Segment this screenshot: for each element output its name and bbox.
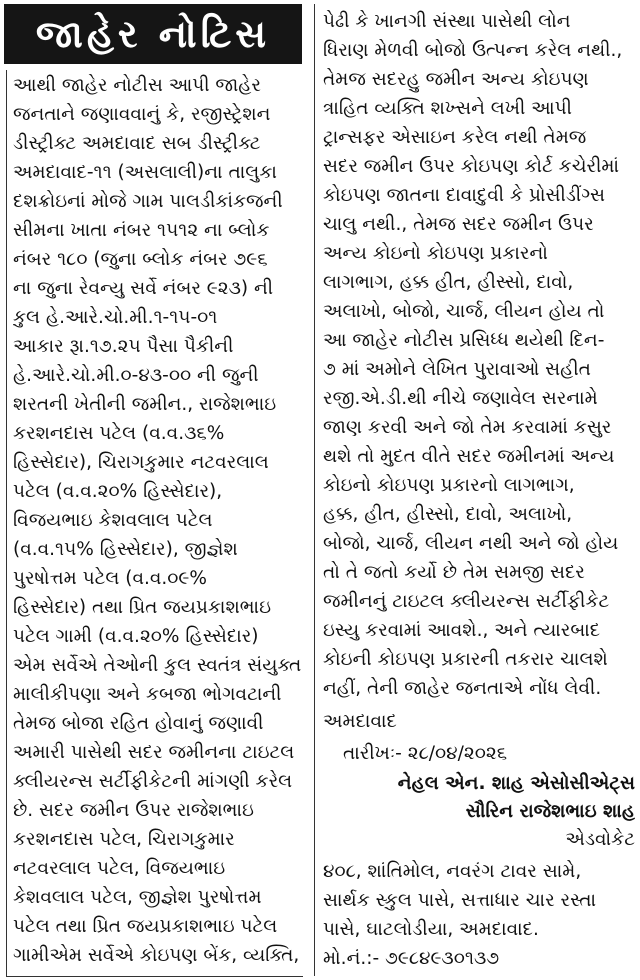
right-column [314, 4, 637, 976]
left-line: કરશનદાસ પટેલ, ચિરાગકુમાર [13, 829, 235, 850]
notice-title-banner [4, 4, 302, 64]
notice-title: જાહેર નોટિસ [35, 11, 271, 56]
right-line: આ જાહેર નોટીસ પ્રસિધ્ધ થયેથી દિન- [323, 330, 605, 351]
left-line: પટેલ તથા પ્રિત જયપ્રકાશભાઇ પટેલ [13, 916, 278, 937]
firm-name: નેહલ એન. શાહ એસોસીએટ્સ [397, 773, 635, 794]
right-line: લાગભાગ, હક્ક હીત, હીસ્સો, દાવો, [323, 272, 574, 293]
left-line: હિસ્સેદાર), ચિરાગકુમાર નટવરલાલ [13, 452, 269, 473]
right-line: હક્ક, હીત, હીસ્સો, દાવો, અલાખો, [323, 504, 573, 525]
left-line: શરતની ખેતીની જમીન., રાજેશભાઇ [13, 394, 277, 415]
left-line: આકાર રૂા.૧૭.૨૫ પૈસા પૈકીની [13, 336, 234, 357]
right-line: અન્ય કોઇનો કોઇપણ પ્રકારનો [323, 243, 548, 264]
left-line: માલીકીપણા અને કબજા ભોગવટાની [13, 684, 282, 705]
left-line: કરશનદાસ પટેલ (વ.વ.૩૬% [13, 423, 225, 444]
right-line: ત્રાહિત વ્યક્તિ શખ્સને લખી આપી [323, 98, 572, 119]
left-line: ક્લીયરન્સ સર્ટીફીકેટની માંગણી કરેલ [13, 771, 293, 792]
right-line: સદર જમીન ઉપર કોઇપણ કોર્ટ કચેરીમાં [323, 156, 619, 177]
left-line: પટેલ (વ.વ.૨૦% હિસ્સેદાર), [13, 481, 223, 502]
right-line: થશે તો મુદત વીતે સદર જમીનમાં અન્ય [323, 446, 615, 467]
address-line: સાર્થક સ્કુલ પાસે, સત્તાધાર ચાર રસ્તા [323, 890, 597, 911]
address-line: ૪૦૮, શાંતિમોલ, નવરંગ ટાવર સામે, [323, 861, 582, 882]
advocate-name: સૌરિન રાજેશભાઇ શાહ [465, 801, 635, 822]
right-line: કોઇપણ જાતના દાવાદુવી કે પ્રોસીડીંગ્સ [323, 185, 606, 206]
left-line: હિસ્સેદાર) તથા પ્રિત જયપ્રકાશભાઇ [13, 597, 271, 618]
left-line: ના જુના રેવન્યુ સર્વે નંબર ૯૨૩) ની [13, 278, 274, 299]
right-line: ધિરાણ મેળવી બોજો ઉત્પન્ન કરેલ નથી., [323, 40, 623, 61]
right-line: બોજો, ચાર્જ, લીયન નથી અને જો હોય [323, 533, 619, 554]
left-line: કુલ હે.આરે.ચો.મી.૧-૧૫-૦૧ [13, 307, 218, 328]
place: અમદાવાદ [323, 711, 397, 732]
right-line: રજી.એ.ડી.થી નીચે જણાવેલ સરનામે [323, 388, 598, 409]
left-line: કેશવલાલ પટેલ, જીજ્ઞેશ પુરષોત્તમ [13, 887, 262, 908]
left-line: સીમના ખાતા નંબર ૧૫૧૨ ના બ્લોક [13, 220, 270, 241]
left-line: નંબર ૧૮૦ (જુના બ્લોક નંબર ૭૯૬ [13, 249, 268, 270]
left-line: ડીસ્ટ્રીક્ટ અમદાવાદ સબ ડીસ્ટ્રીક્ટ [13, 133, 261, 154]
left-line: પુરષોત્તમ પટેલ (વ.વ.૦૯% [13, 568, 207, 589]
left-line: આથી જાહેર નોટીસ આપી જાહેર [13, 75, 261, 96]
right-line: નહીં, તેની જાહેર જનતાએ નોંધ લેવી. [323, 678, 602, 699]
left-line: અમદાવાદ-૧૧ (અસલાલી)ના તાલુકા [13, 162, 277, 183]
left-line: એમ સર્વેએ તેઓની કુલ સ્વતંત્ર સંયુક્ત [13, 655, 302, 676]
right-line: પેઢી કે ખાનગી સંસ્થા પાસેથી લોન [323, 11, 571, 32]
right-line: ટ્રાન્સફર એસાઇન કરેલ નથી તેમજ [323, 127, 587, 148]
left-line: અમારી પાસેથી સદર જમીનના ટાઇટલ [13, 742, 295, 763]
mobile-number: મો.નં.:- ૭૯૮૪૯૩૦૧૩૭ [323, 948, 500, 969]
left-line: તેમજ બોજા રહિત હોવાનું જણાવી [13, 713, 264, 734]
left-line: પટેલ ગામી (વ.વ.૨૦% હિસ્સેદાર) [13, 626, 259, 647]
right-line: તેમજ સદરહુ જમીન અન્ય કોઇપણ [323, 69, 589, 90]
notice-date: તારીખઃ- ૨૮/૦૪/૨૦૨૬ [343, 743, 508, 764]
left-line: હે.આરે.ચો.મી.૦-૪૩-૦૦ ની જુની [13, 365, 259, 386]
right-line: ઇસ્યુ કરવામાં આવશે., અને ત્યારબાદ [323, 620, 601, 641]
left-line: દશક્રોઇનાં મોજે ગામ પાલડીકાંકજની [13, 191, 283, 212]
left-column [6, 70, 303, 977]
right-line: અલાખો, બોજો, ચાર્જ, લીયન હોય તો [323, 301, 605, 322]
left-line: વિજયભાઇ કેશવલાલ પટેલ [13, 510, 213, 531]
left-line: છે. સદર જમીન ઉપર રાજેશભાઇ [13, 800, 254, 821]
left-line: જનતાને જણાવવાનું કે, રજીસ્ટ્રેશન [13, 104, 271, 125]
address-line: પાસે, ઘાટલોડીયા, અમદાવાદ. [323, 919, 539, 940]
right-line: તો તે જતો કર્યો છે તેમ સમજી સદર [323, 562, 585, 583]
designation: એડવોકેટ [565, 829, 635, 850]
right-line: ૭ માં અમોને લેખિત પુરાવાઓ સહીત [323, 359, 591, 380]
left-line: નટવરલાલ પટેલ, વિજયભાઇ [13, 858, 226, 879]
right-line: કોઇની કોઇપણ પ્રકારની તકરાર ચાલશે [323, 649, 608, 670]
right-line: ચાલુ નથી., તેમજ સદર જમીન ઉપર [323, 214, 594, 235]
right-line: કોઇનો કોઇપણ પ્રકારનો લાગભાગ, [323, 475, 575, 496]
right-line: જાણ કરવી અને જો તેમ કરવામાં કસુર [323, 417, 612, 438]
left-line: (વ.વ.૧૫% હિસ્સેદાર), જીજ્ઞેશ [13, 539, 238, 560]
right-line: જમીનનું ટાઇટલ ક્લીયરન્સ સર્ટીફીકેટ [323, 591, 610, 612]
left-line: ગામીએમ સર્વેએ કોઇપણ બેંક, વ્યક્તિ, [13, 945, 300, 966]
